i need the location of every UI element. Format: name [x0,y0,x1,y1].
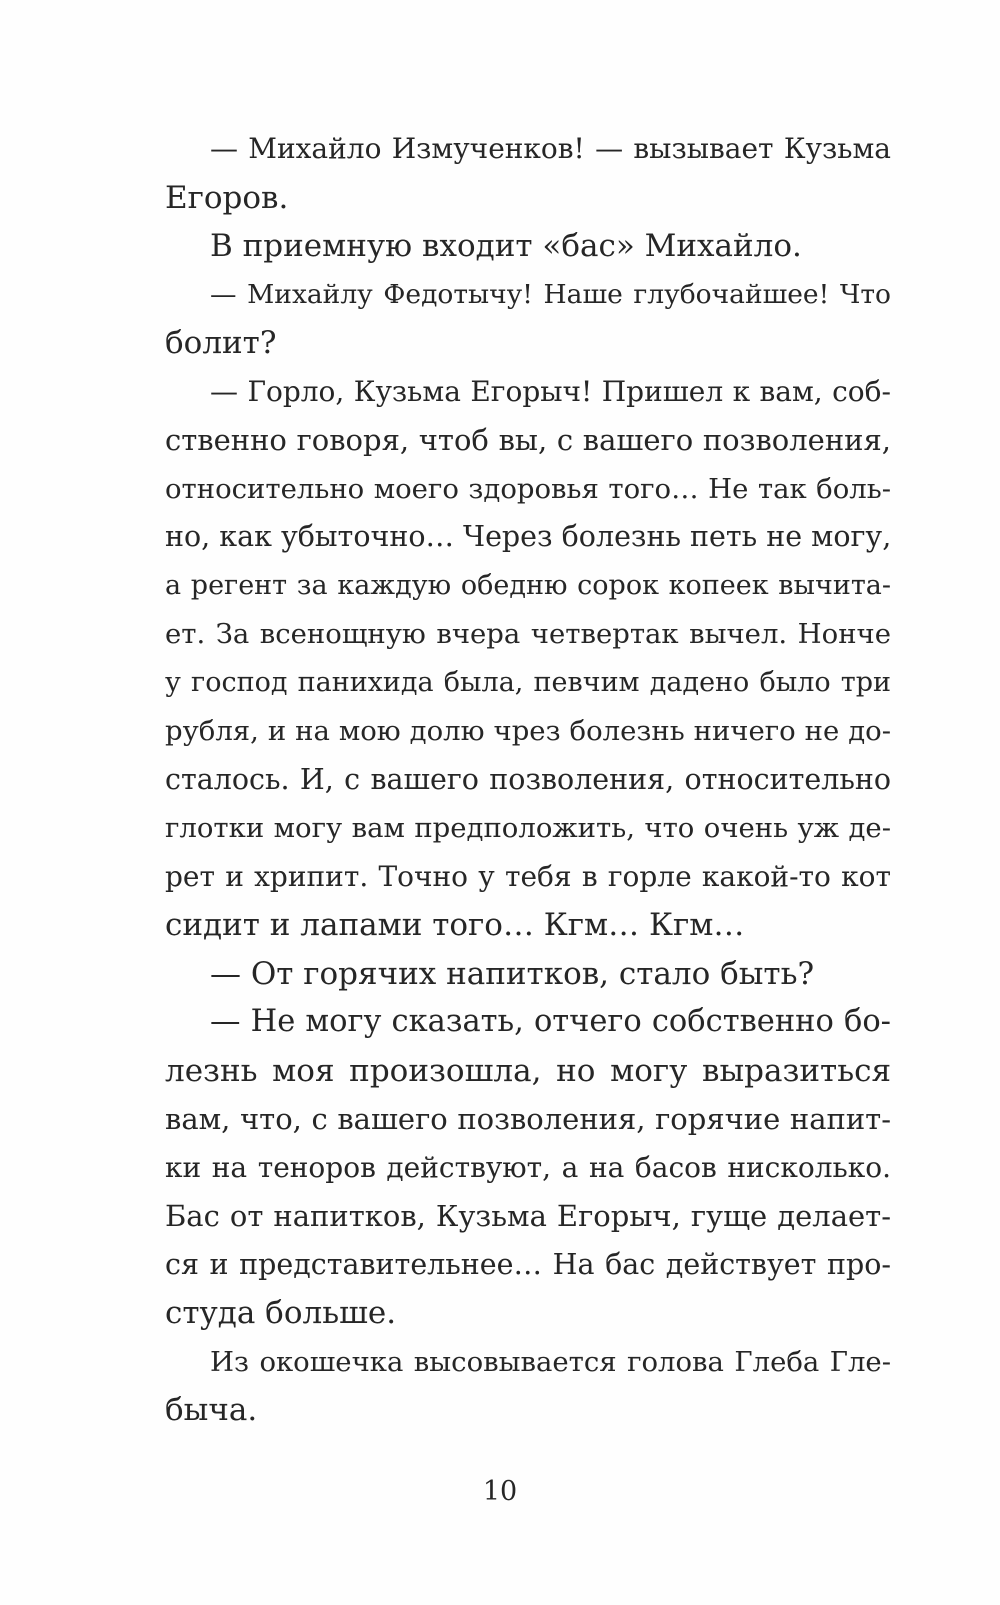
text-line: ки на теноров действуют, а на басов нисколько. [165,1150,891,1184]
text-line: но, как убыточно… Через болезнь петь не могу, [165,520,892,553]
text-line: Егоров. [165,179,289,216]
text-line: быча. [165,1392,258,1428]
text-line: — От горячих напитков, стало быть? [210,955,815,992]
text-line: ственно говоря, чтоб вы, с вашего позволения, [165,423,891,457]
text-line: лезнь моя произошла, но могу выразиться [165,1052,891,1089]
text-line: ет. За всенощную вчера четвертак вычел. Нонче [165,618,891,650]
text-line: — Горло, Кузьма Егорыч! Пришел к вам, соб- [210,374,891,408]
text-line: вам, что, с вашего позволения, горячие напит- [165,1102,891,1136]
text-line: Бас от напитков, Кузьма Егорыч, гуще делает- [165,1199,891,1233]
text-line: болит? [165,325,277,361]
text-line: студа больше. [165,1295,397,1331]
text-line: рубля, и на мою долю чрез болезнь ничего не до- [165,715,891,747]
text-line: сидит и лапами того… Кгм… Кгм… [165,907,745,943]
body-text [165,125,891,1435]
text-line: — Михайло Измученков! — вызывает Кузьма [210,132,891,165]
text-line: В приемную входит «бас» Михайло. [210,228,802,264]
text-line: Из окошечка высовывается голова Глеба Гле- [210,1345,891,1378]
page-number: 10 [482,1476,518,1507]
text-line: сталось. И, с вашего позволения, относительно [165,762,891,796]
text-line: — Не могу сказать, отчего собственно бо- [210,1004,891,1039]
text-line: у господ панихида была, певчим дадено было три [165,666,891,698]
text-line: глотки могу вам предположить, что очень уж де- [165,812,891,844]
text-line: — Михайлу Федотычу! Наше глубочайшее! Что [210,278,891,310]
text-line: относительно моего здоровья того… Не так боль- [165,472,891,505]
text-line: ся и представительнее… На бас действует про- [165,1247,891,1281]
text-line: рет и хрипит. Точно у тебя в горле какой-то кот [165,859,891,893]
text-line: а регент за каждую обедню сорок копеек вычита- [165,569,891,601]
